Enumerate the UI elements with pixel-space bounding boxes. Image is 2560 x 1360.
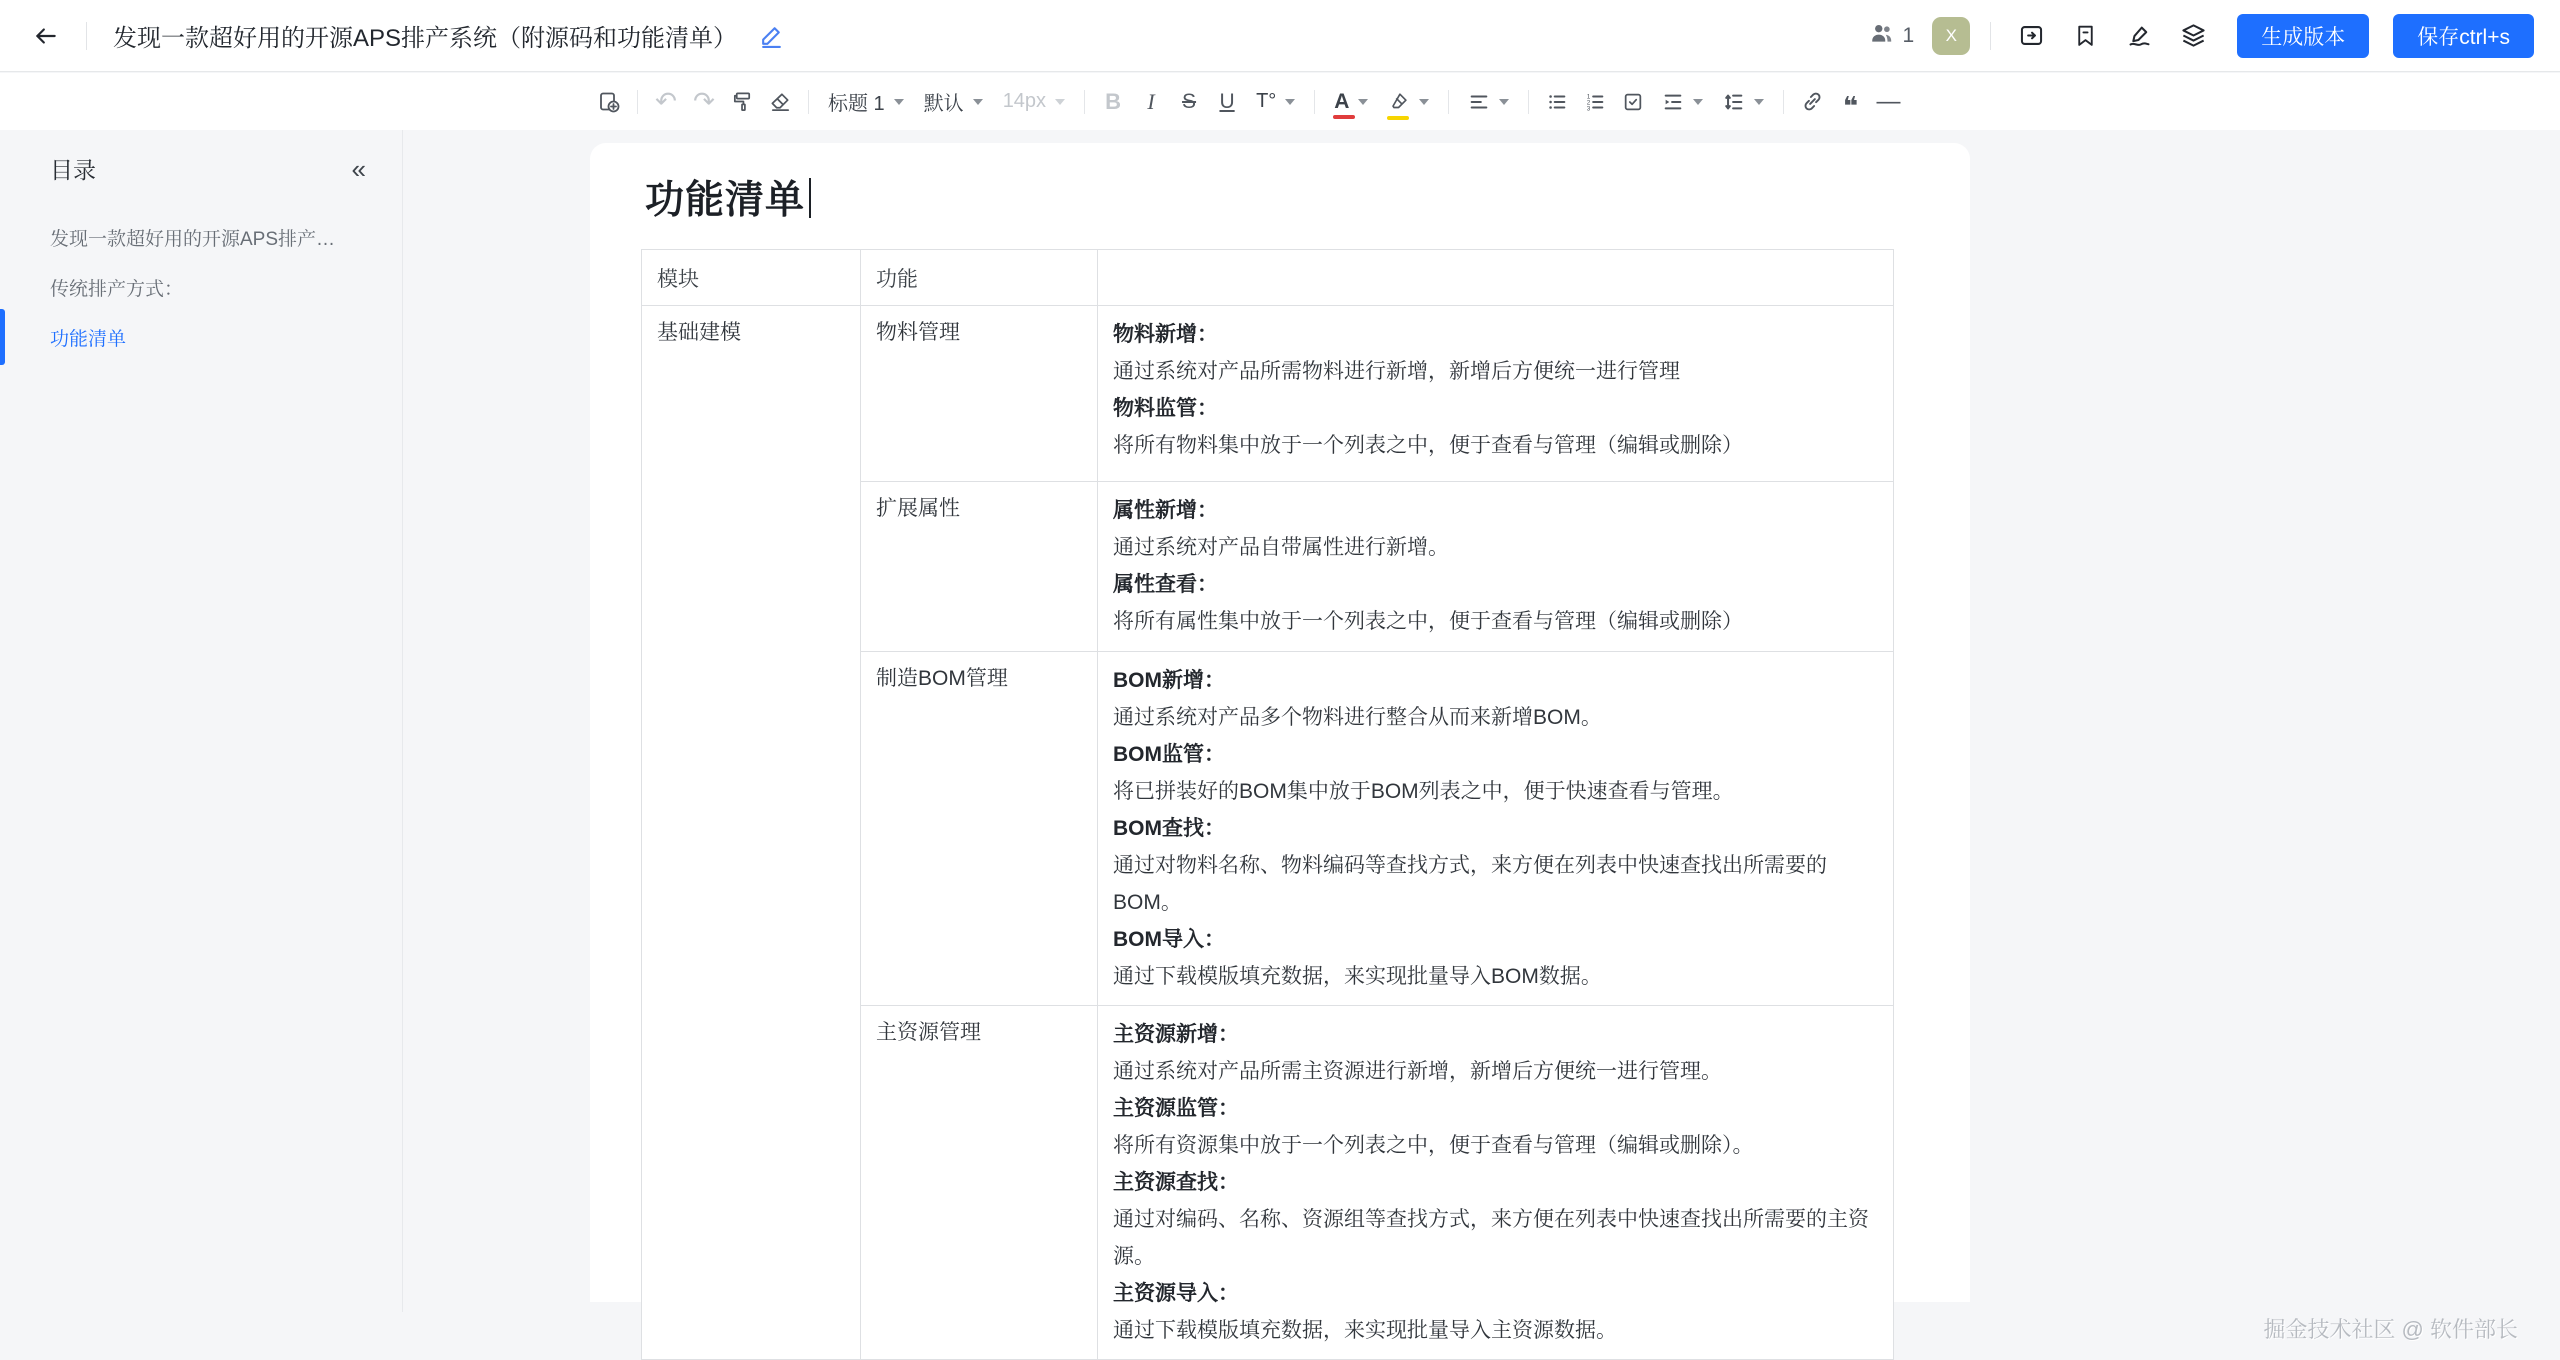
insert-template-icon xyxy=(597,90,621,114)
detail-cell[interactable]: 物料新增： 通过系统对产品所需物料进行新增，新增后方便统一进行管理 物料监管： 将所有物料集中放于一个列表之中，便于查看与管理（编辑或删除） xyxy=(1098,306,1894,482)
line-spacing-select[interactable] xyxy=(1713,83,1774,121)
people-icon xyxy=(1869,20,1895,52)
generate-version-button[interactable]: 生成版本 xyxy=(2237,14,2369,58)
editor-toolbar xyxy=(0,73,2560,130)
chevron-down-icon xyxy=(1419,99,1429,105)
signature-pen-icon xyxy=(2126,22,2153,49)
topbar-divider xyxy=(86,22,87,50)
toc-title: 目录 xyxy=(50,157,96,183)
header-cell-blank[interactable] xyxy=(1098,250,1894,306)
clear-format-button[interactable] xyxy=(761,83,799,121)
detail-cell[interactable]: BOM新增： 通过系统对产品多个物料进行整合从而来新增BOM。 BOM监管： 将已拼装好的BOM集中放于BOM列表之中，便于快速查看与管理。 BOM查找： 通过对物料名称、物料编码等查找方式，来方便在列表中快速查找出所需要的BOM。 BOM导入： 通过下载模版填充数据，来实现批量导入BOM数据。 xyxy=(1098,652,1894,1006)
align-select[interactable] xyxy=(1458,83,1519,121)
watermark: 掘金技术社区 @ 软件部长 xyxy=(2263,1317,2518,1342)
feature-cell[interactable]: 主资源管理 xyxy=(861,1006,1098,1360)
format-painter-button[interactable] xyxy=(723,83,761,121)
rename-title-button[interactable] xyxy=(751,16,791,56)
chevron-down-icon xyxy=(1285,99,1295,105)
toc-panel xyxy=(0,130,403,1312)
bullet-list-icon xyxy=(1546,91,1568,113)
table-header-row xyxy=(642,250,1894,306)
layers-icon xyxy=(2180,22,2207,49)
text-cursor xyxy=(809,178,811,218)
ordered-list-icon xyxy=(1584,91,1606,113)
features-table xyxy=(641,249,1894,1360)
move-to-folder-button[interactable] xyxy=(2011,16,2051,56)
font-color-select[interactable] xyxy=(1324,83,1378,121)
collaborators[interactable] xyxy=(1869,20,1915,52)
chevron-down-icon xyxy=(1693,99,1703,105)
svg-text:1: 1 xyxy=(1587,92,1591,100)
chevron-down-icon xyxy=(1358,99,1368,105)
undo-button[interactable]: ↶ xyxy=(655,86,677,116)
letter-spacing-icon: T° xyxy=(1256,90,1277,112)
link-icon xyxy=(1801,90,1824,113)
task-list-button[interactable] xyxy=(1614,83,1652,121)
heading-select[interactable]: 标题 1 xyxy=(818,83,914,121)
detail-cell[interactable]: 主资源新增： 通过系统对产品所需主资源进行新增，新增后方便统一进行管理。 主资源监管： 将所有资源集中放于一个列表之中，便于查看与管理（编辑或删除）。 主资源查找： 通过对编码、名称、资源组等查找方式，来方便在列表中快速查找出所需要的主资源。 主资源导入： 通过下载模版填充数据，来实现批量导入主资源数据。 xyxy=(1098,1006,1894,1360)
highlight-color-select[interactable] xyxy=(1378,83,1439,121)
bookmark-button[interactable] xyxy=(2065,16,2105,56)
back-button[interactable] xyxy=(26,16,66,56)
bold-button[interactable]: B xyxy=(1105,88,1121,114)
toc-item-active[interactable]: 功能清单 xyxy=(0,312,402,362)
letter-spacing-select[interactable] xyxy=(1246,83,1305,121)
underline-button[interactable]: U xyxy=(1219,89,1235,113)
highlighter-icon xyxy=(1388,91,1410,113)
collaborator-count: 1 xyxy=(1902,23,1915,47)
font-color-icon: A xyxy=(1334,91,1349,112)
bullet-list-button[interactable] xyxy=(1538,83,1576,121)
redo-button[interactable]: ↷ xyxy=(693,86,715,116)
font-size-select[interactable]: 14px xyxy=(993,83,1075,121)
ordered-list-button[interactable] xyxy=(1576,83,1614,121)
table-row xyxy=(642,306,1894,482)
active-indicator xyxy=(0,309,5,365)
avatar[interactable]: X xyxy=(1932,17,1970,55)
save-button[interactable]: 保存ctrl+s xyxy=(2393,14,2534,58)
chevron-down-icon xyxy=(1499,99,1509,105)
checkbox-icon xyxy=(1622,91,1644,113)
feature-cell[interactable]: 扩展属性 xyxy=(861,482,1098,652)
toc-item[interactable]: 发现一款超好用的开源APS排产… xyxy=(50,228,336,250)
bookmark-icon xyxy=(2073,23,2098,48)
insert-link-button[interactable] xyxy=(1793,83,1831,121)
eraser-icon xyxy=(769,90,792,113)
topbar xyxy=(0,0,2560,72)
indent-icon xyxy=(1662,91,1684,113)
chevron-down-icon xyxy=(894,99,904,105)
page-title[interactable]: 功能清单 xyxy=(645,169,1970,225)
chevron-down-icon xyxy=(1754,99,1764,105)
indent-select[interactable] xyxy=(1652,83,1713,121)
header-cell-module[interactable]: 模块 xyxy=(642,250,861,306)
pencil-icon xyxy=(759,23,784,48)
layers-button[interactable] xyxy=(2173,16,2213,56)
feature-cell[interactable]: 物料管理 xyxy=(861,306,1098,482)
header-cell-feature[interactable]: 功能 xyxy=(861,250,1098,306)
chevron-down-icon xyxy=(973,99,983,105)
blockquote-button[interactable]: ❝ xyxy=(1842,91,1859,121)
font-select[interactable]: 默认 xyxy=(914,83,993,121)
format-painter-icon xyxy=(731,90,754,113)
align-left-icon xyxy=(1468,91,1490,113)
document-page[interactable] xyxy=(590,143,1970,1342)
signature-button[interactable] xyxy=(2119,16,2159,56)
insert-template-button[interactable] xyxy=(590,83,628,121)
svg-text:3: 3 xyxy=(1587,104,1591,112)
strikethrough-button[interactable]: S xyxy=(1182,89,1197,113)
svg-text:2: 2 xyxy=(1587,98,1591,106)
module-cell[interactable]: 基础建模 xyxy=(642,306,861,1360)
chevron-down-icon xyxy=(1055,99,1065,105)
collapse-sidebar-icon[interactable]: « xyxy=(351,153,366,184)
detail-cell[interactable]: 属性新增： 通过系统对产品自带属性进行新增。 属性查看： 将所有属性集中放于一个列表之中，便于查看与管理（编辑或删除） xyxy=(1098,482,1894,652)
document-title: 发现一款超好用的开源APS排产系统（附源码和功能清单） xyxy=(113,25,738,52)
topbar-divider xyxy=(1990,22,1991,50)
back-arrow-icon xyxy=(33,23,59,49)
italic-button[interactable]: I xyxy=(1147,88,1155,114)
horizontal-rule-button[interactable]: — xyxy=(1876,87,1901,115)
feature-cell[interactable]: 制造BOM管理 xyxy=(861,652,1098,1006)
folder-export-icon xyxy=(2018,22,2045,49)
line-spacing-icon xyxy=(1723,91,1745,113)
toc-item[interactable]: 传统排产方式： xyxy=(50,278,184,300)
